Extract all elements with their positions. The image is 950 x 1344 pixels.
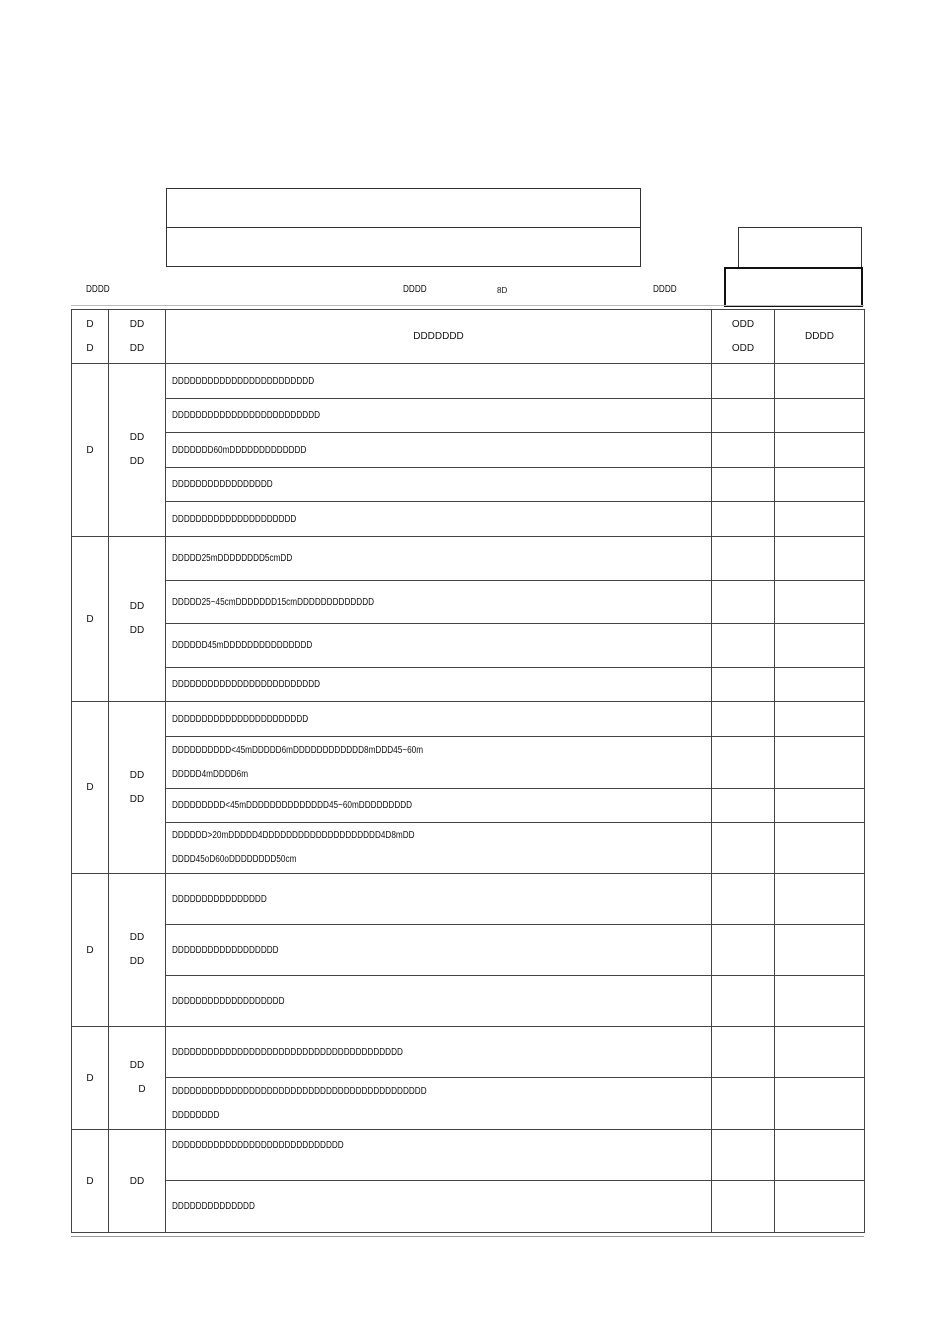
- remark-cell[interactable]: [775, 823, 865, 874]
- check-text: DDDDDDDDDDDDDDDDDDDDDDDDD: [172, 679, 321, 690]
- meta-page-number: 8D: [497, 286, 508, 295]
- group-item-line: DD: [129, 456, 145, 467]
- remark-cell[interactable]: [775, 364, 865, 399]
- check-content: [166, 581, 712, 624]
- group-no: D: [72, 537, 109, 702]
- header-no-1: D: [86, 318, 94, 330]
- check-text: DDDDDDDDDDDDDDDDDDDDD: [172, 513, 297, 525]
- table-header-row: [72, 310, 865, 364]
- check-text-continued: DDDD45oD60oDDDDDDDD50cm: [172, 854, 297, 865]
- result-cell[interactable]: [712, 502, 775, 537]
- result-cell[interactable]: [712, 1130, 775, 1181]
- group-item-line: DD: [129, 601, 145, 612]
- table-row: [72, 976, 865, 1027]
- result-cell[interactable]: [712, 789, 775, 823]
- group-item: [109, 1027, 166, 1130]
- table-row: [72, 823, 865, 874]
- result-cell[interactable]: [712, 976, 775, 1027]
- header-no-2: D: [86, 342, 94, 354]
- table-row: [72, 668, 865, 702]
- check-content: [166, 537, 712, 581]
- check-content: [166, 702, 712, 737]
- remark-cell[interactable]: [775, 668, 865, 702]
- check-text: DDDDDDDDDDDDDDDD: [172, 893, 267, 905]
- remark-cell[interactable]: [775, 925, 865, 976]
- group-item: [109, 1130, 166, 1233]
- title-box-line-2: [166, 227, 641, 267]
- remark-cell[interactable]: [775, 433, 865, 468]
- header-content: [166, 310, 712, 364]
- check-content: [166, 1027, 712, 1078]
- table-row: [72, 399, 865, 433]
- check-content: [166, 624, 712, 668]
- remark-cell[interactable]: [775, 502, 865, 537]
- result-cell[interactable]: [712, 1027, 775, 1078]
- check-content: [166, 468, 712, 502]
- header-item: [109, 310, 166, 364]
- remark-cell[interactable]: [775, 1027, 865, 1078]
- table-row: [72, 1181, 865, 1233]
- right-info-box-top: [738, 227, 862, 268]
- result-cell[interactable]: [712, 364, 775, 399]
- group-item: [109, 364, 166, 537]
- remark-cell[interactable]: [775, 1130, 865, 1181]
- group-no: D: [72, 1027, 109, 1130]
- check-text: DDDDDDDDDDDDDDDDDDDDDDDD: [172, 375, 315, 387]
- check-content: [166, 1130, 712, 1181]
- remark-cell[interactable]: [775, 624, 865, 668]
- check-content: [166, 433, 712, 468]
- table-row: [72, 925, 865, 976]
- title-box-line-1: [166, 188, 641, 228]
- check-text: DDDDDDDDDDDDDDDDDDDDDDDDDDDDDDDDDDDDDDDDDDD: [172, 1085, 427, 1097]
- remark-cell[interactable]: [775, 702, 865, 737]
- inspection-table: [71, 309, 865, 1233]
- table-row: [72, 737, 865, 789]
- header-item-2: DD: [129, 342, 145, 354]
- header-result-2: ODD: [731, 342, 755, 354]
- remark-cell[interactable]: [775, 976, 865, 1027]
- result-cell[interactable]: [712, 581, 775, 624]
- group-item-line: DD: [129, 432, 145, 443]
- group-item-line: DD: [129, 1060, 145, 1071]
- check-text: DDDDDDDDDDDDDD: [172, 1201, 255, 1212]
- check-content: [166, 668, 712, 702]
- check-text: DDDDDDDDDDDDDDDDDDDDDDD: [172, 713, 309, 725]
- meta-mid-label: DDDD: [403, 284, 427, 295]
- group-item-line: DD: [129, 1175, 145, 1187]
- check-content: [166, 874, 712, 925]
- check-text-continued: DDDDD4mDDDD6m: [172, 768, 249, 780]
- check-text: DDDDDDDDDDDDDDDDDD: [172, 944, 279, 956]
- result-cell[interactable]: [712, 668, 775, 702]
- table-row: [72, 1078, 865, 1130]
- table-row: [72, 537, 865, 581]
- check-text: DDDDDDDDD<45mDDDDDDDDDDDDDD45~60mDDDDDDDDD: [172, 800, 413, 811]
- group-no: D: [72, 364, 109, 537]
- remark-cell[interactable]: [775, 581, 865, 624]
- remark-cell[interactable]: [775, 537, 865, 581]
- group-item-line: DD: [129, 932, 145, 943]
- table-row: [72, 1130, 865, 1181]
- table-row: [72, 789, 865, 823]
- table-row: [72, 624, 865, 668]
- result-cell[interactable]: [712, 468, 775, 502]
- result-cell[interactable]: [712, 399, 775, 433]
- check-text: DDDDD25~45cmDDDDDDD15cmDDDDDDDDDDDDD: [172, 596, 375, 608]
- remark-cell[interactable]: [775, 737, 865, 789]
- group-no: D: [72, 1130, 109, 1233]
- check-content: [166, 364, 712, 399]
- result-cell[interactable]: [712, 874, 775, 925]
- group-item-line: DD: [129, 769, 145, 781]
- top-rule: [71, 305, 864, 306]
- header-no: [72, 310, 109, 364]
- check-text: DDDDDDDDDDDDDDDDDDDDDDDDDDDDDDDDDDDDDDD: [172, 1046, 403, 1058]
- bottom-rule: [71, 1236, 864, 1237]
- check-content: [166, 789, 712, 823]
- group-item-line: DD: [129, 956, 145, 967]
- group-item: [109, 702, 166, 874]
- table-row: [72, 502, 865, 537]
- header-item-1: DD: [129, 318, 145, 330]
- result-cell[interactable]: [712, 1181, 775, 1233]
- meta-right-label: DDDD: [653, 284, 677, 295]
- remark-cell[interactable]: [775, 399, 865, 433]
- check-text: DDDDDDDDDDDDDDDDDDDDDDDDDDDDD: [172, 1140, 344, 1151]
- meta-left-label: DDDD: [86, 284, 110, 295]
- table-row: [72, 468, 865, 502]
- header-content-text: DDDDDDD: [413, 331, 464, 342]
- check-text: DDDDDD>20mDDDDD4DDDDDDDDDDDDDDDDDDDD4D8mDD: [172, 830, 415, 841]
- group-no: D: [72, 702, 109, 874]
- remark-cell[interactable]: [775, 1078, 865, 1130]
- check-text: DDDDDDDDDDDDDDDDDDD: [172, 995, 285, 1007]
- table-row: [72, 433, 865, 468]
- check-content: [166, 1181, 712, 1233]
- check-content: [166, 399, 712, 433]
- check-content: [166, 1078, 712, 1130]
- table-row: [72, 702, 865, 737]
- result-cell[interactable]: [712, 624, 775, 668]
- check-content: [166, 737, 712, 789]
- result-cell[interactable]: [712, 737, 775, 789]
- remark-cell[interactable]: [775, 468, 865, 502]
- check-text: DDDDD25mDDDDDDDD5cmDD: [172, 553, 293, 564]
- result-cell[interactable]: [712, 823, 775, 874]
- header-remark: [775, 310, 865, 364]
- table-row: [72, 1027, 865, 1078]
- check-text: DDDDDDDDDD<45mDDDDD6mDDDDDDDDDDDD8mDDD45~60m: [172, 744, 424, 756]
- result-cell[interactable]: [712, 433, 775, 468]
- table-row: [72, 364, 865, 399]
- group-no: D: [72, 874, 109, 1027]
- check-content: [166, 823, 712, 874]
- result-cell[interactable]: [712, 1078, 775, 1130]
- table-row: [72, 874, 865, 925]
- table-row: [72, 581, 865, 624]
- remark-cell[interactable]: [775, 874, 865, 925]
- header-result: [712, 310, 775, 364]
- group-item-line: D: [138, 1084, 146, 1095]
- check-content: [166, 502, 712, 537]
- header-remark-text: DDDD: [805, 331, 834, 342]
- result-cell[interactable]: [712, 925, 775, 976]
- group-item: [109, 537, 166, 702]
- group-item-line: DD: [129, 793, 145, 805]
- group-item: [109, 874, 166, 1027]
- result-cell[interactable]: [712, 537, 775, 581]
- check-content: [166, 925, 712, 976]
- check-text-continued: DDDDDDDD: [172, 1109, 220, 1121]
- remark-cell[interactable]: [775, 789, 865, 823]
- right-info-box-bottom: [724, 267, 863, 307]
- check-text: DDDDDDDDDDDDDDDDDDDDDDDDD: [172, 410, 321, 421]
- header-result-1: ODD: [731, 318, 755, 330]
- group-item-line: DD: [129, 625, 145, 636]
- check-content: [166, 976, 712, 1027]
- check-text: DDDDDDD60mDDDDDDDDDDDDD: [172, 444, 307, 456]
- result-cell[interactable]: [712, 702, 775, 737]
- check-text: DDDDDDDDDDDDDDDDD: [172, 479, 273, 490]
- check-text: DDDDDD45mDDDDDDDDDDDDDDD: [172, 640, 313, 651]
- remark-cell[interactable]: [775, 1181, 865, 1233]
